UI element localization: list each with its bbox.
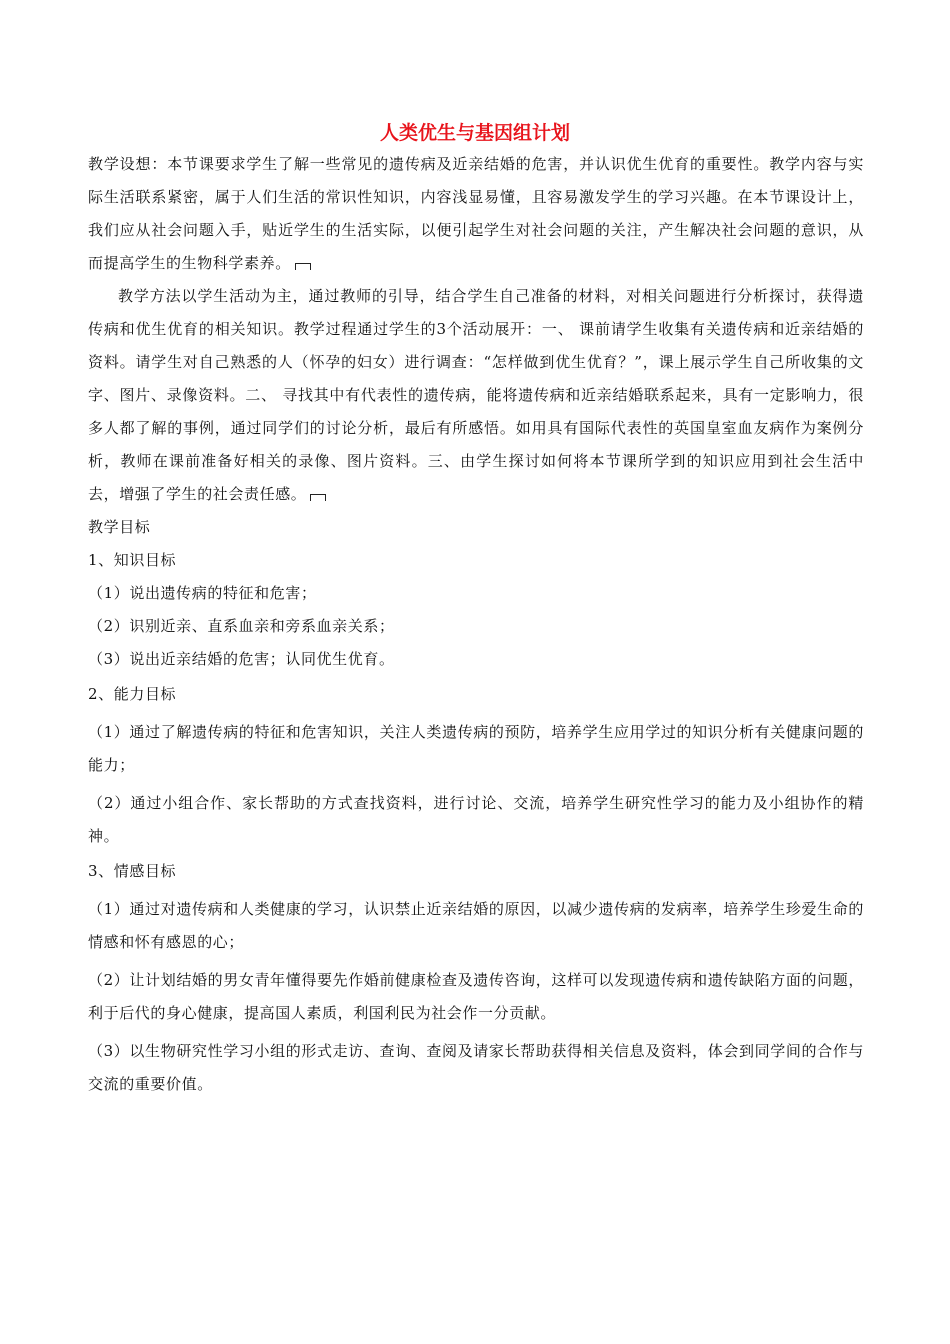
emotion-goal-item: （2）让计划结婚的男女青年懂得要先作婚前健康检查及遗传咨询，这样可以发现遗传病和遗传缺陷方面的问题，利于后代的身心健康，提高国人素质，利国利民为社会作一分贡献。 [88,971,864,1022]
return-mark-icon [310,494,326,501]
document-title: 人类优生与基因组计划 [379,122,570,144]
knowledge-goal-item: （2）识别近亲、直系血亲和旁系血亲关系； [88,617,395,635]
emotion-goal-item: （1）通过对遗传病和人类健康的学习，认识禁止近亲结婚的原因，以减少遗传病的发病率，培养学生珍爱生命的情感和怀有感恩的心； [88,900,864,951]
document-body [88,148,864,1101]
return-mark-icon [295,263,311,270]
ability-goal-item: （1）通过了解遗传病的特征和危害知识，关注人类遗传病的预防，培养学生应用学过的知识分析有关健康问题的能力； [88,723,864,774]
section-heading-knowledge: 1、知识目标 [88,551,177,569]
emotion-goal-item: （3）以生物研究性学习小组的形式走访、查询、查阅及请家长帮助获得相关信息及资料，体会到同学间的合作与交流的重要价值。 [88,1042,864,1093]
teaching-method-paragraph [88,280,864,511]
knowledge-goal-item: （3）说出近亲结婚的危害；认同优生优育。 [88,650,395,668]
knowledge-goal-item: （1）说出遗传病的特征和危害； [88,584,317,602]
paragraph-text: 教学方法以学生活动为主，通过教师的引导，结合学生自己准备的材料，对相关问题进行分析探讨，获得遗传病和优生优育的相关知识。教学过程通过学生的3个活动展开：一、 课前请学生收集有关遗传病和近亲结婚的资料。请学生对自己熟悉的人（怀孕的妇女）进行调查：“怎样做到优生优育？”，课上展示学生自己所收集的文字、图片、录像资料。二、 寻找其中有代表性的遗传病，能将遗传病和近亲结婚联系起来，具有一定影响力，很多人都了解的事例，通过同学们的讨论分析，最后有所感悟。如用具有国际代表性的英国皇室血友病作为案例分析，教师在课前准备好相关的录像、图片资料。三、由学生探讨如何将本节课所学到的知识应用到社会生活中去，增强了学生的社会责任感。 [88,287,864,503]
section-heading-ability: 2、能力目标 [88,685,177,703]
paragraph-text: 教学设想：本节课要求学生了解一些常见的遗传病及近亲结婚的危害，并认识优生优育的重要性。教学内容与实际生活联系紧密，属于人们生活的常识性知识，内容浅显易懂，且容易激发学生的学习兴趣。在本节课设计上，我们应从社会问题入手，贴近学生的生活实际，以便引起学生对社会问题的关注，产生解决社会问题的意识，从而提高学生的生物科学素养。 [88,155,864,272]
ability-goal-item: （2）通过小组合作、家长帮助的方式查找资料，进行讨论、交流，培养学生研究性学习的能力及小组协作的精神。 [88,794,864,845]
goals-heading: 教学目标 [88,518,151,536]
section-heading-emotion: 3、情感目标 [88,862,177,880]
teaching-idea-paragraph [88,148,864,280]
